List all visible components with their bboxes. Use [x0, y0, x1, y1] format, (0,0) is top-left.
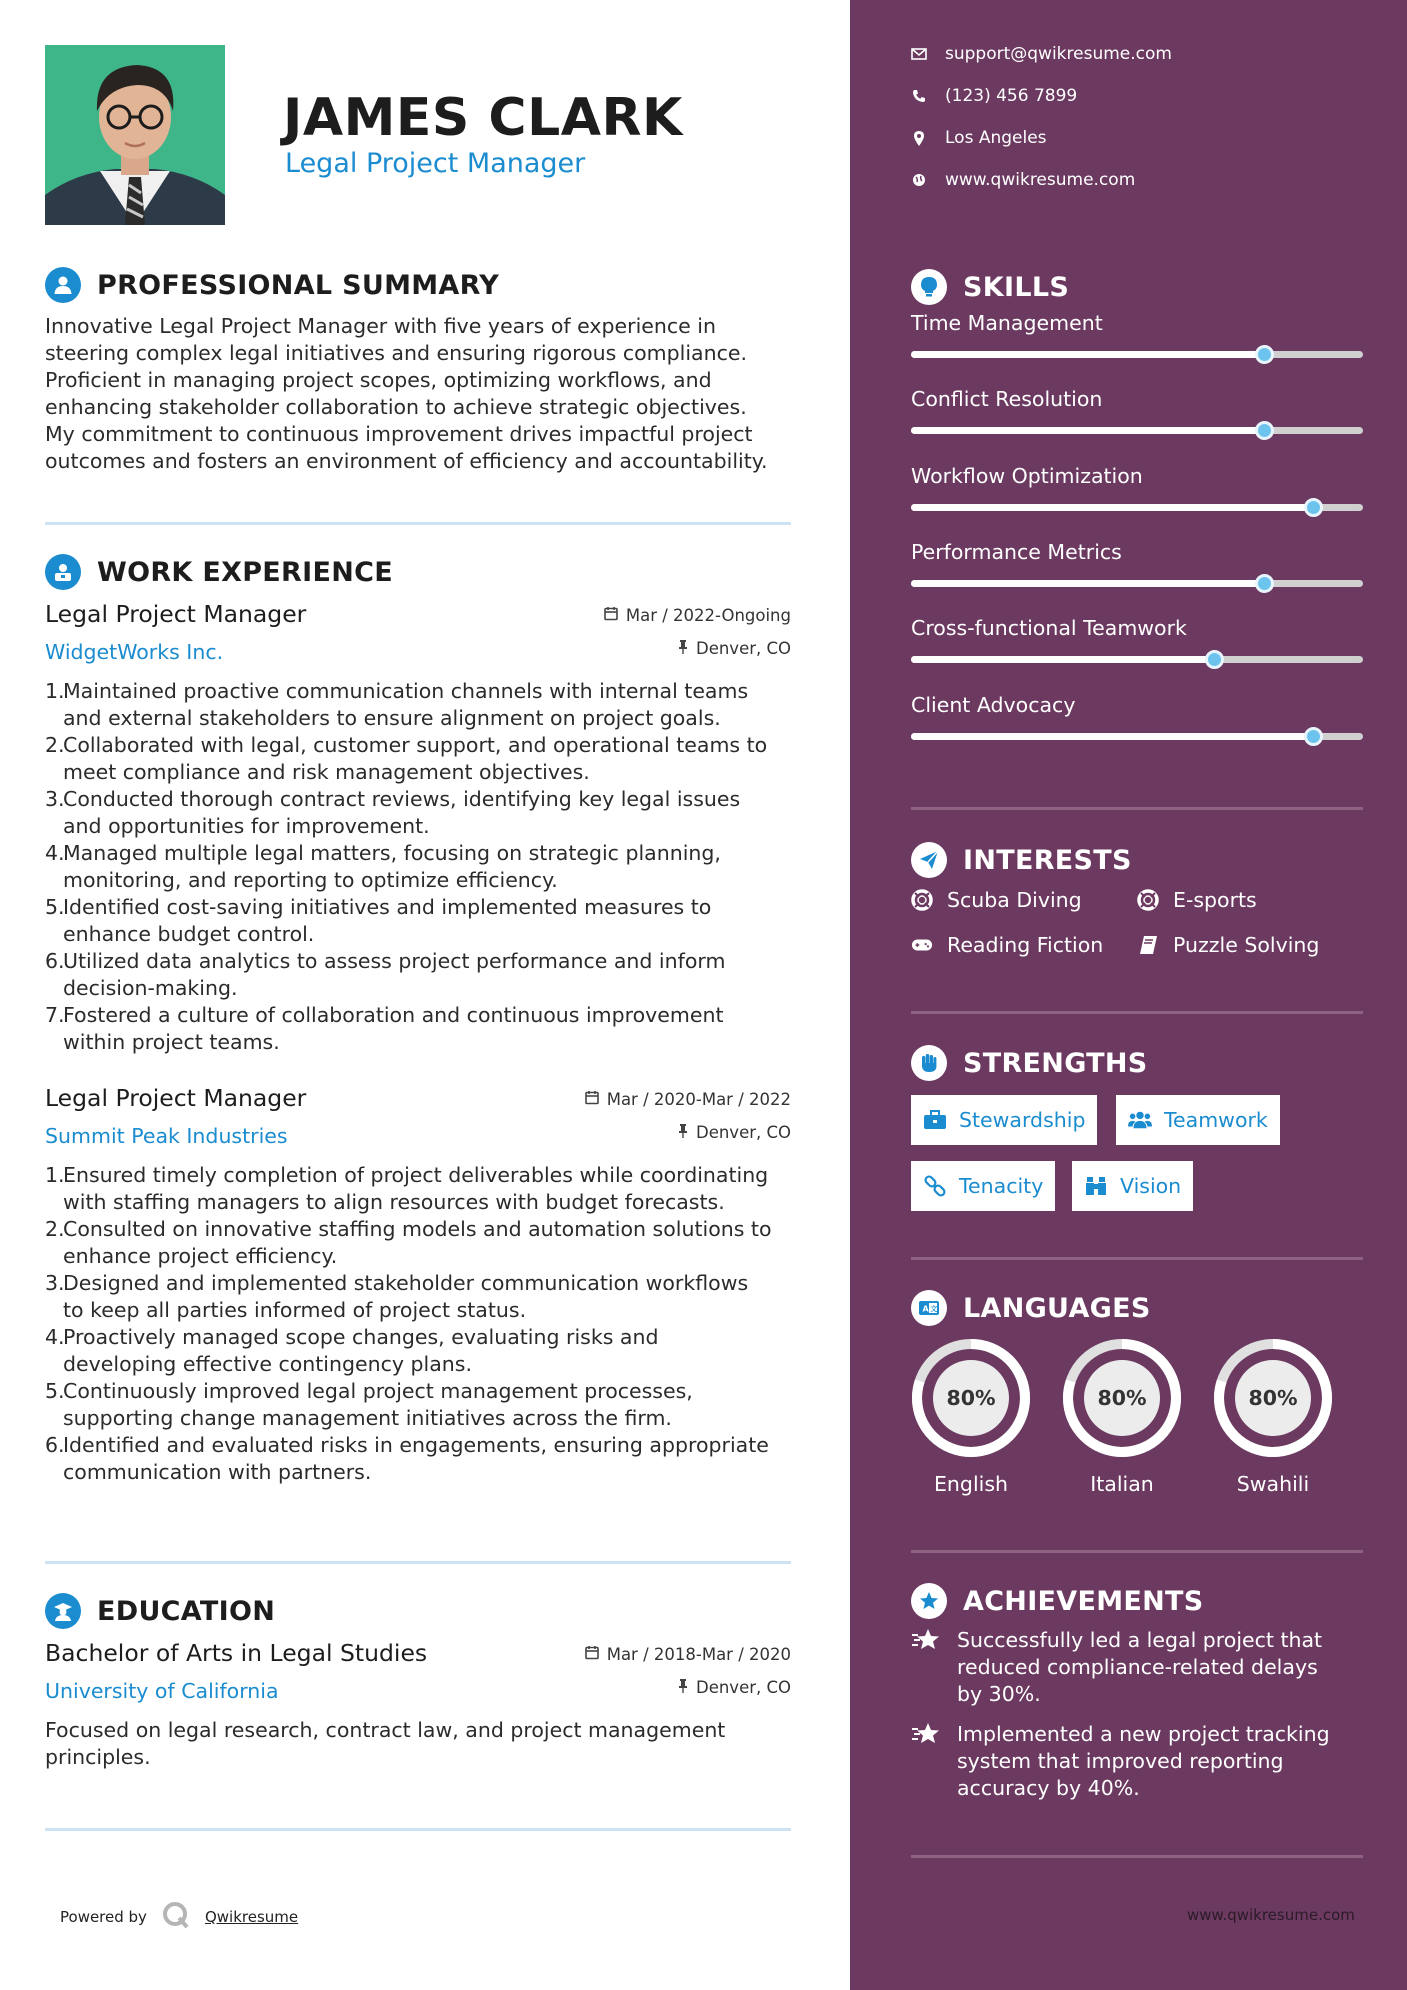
- briefcase-icon: [923, 1109, 947, 1131]
- achievements-header: [911, 1581, 1363, 1621]
- section-divider: [45, 1561, 791, 1564]
- bullet-item: 3. Designed and implemented stakeholder communication workflows to keep all parties informed of project status.: [45, 1271, 749, 1322]
- bullet-item: 5. Continuously improved legal project management processes, supporting change management initiatives across the firm.: [45, 1379, 693, 1430]
- languages-header: [911, 1288, 1363, 1328]
- education-location-text: Denver, CO: [695, 1678, 791, 1697]
- achievement-item: [911, 1627, 1363, 1708]
- skill-fill: [911, 580, 1264, 587]
- powered-by: [60, 1900, 298, 1934]
- skill-fill: [911, 427, 1264, 434]
- language-percent: 80%: [1248, 1386, 1298, 1410]
- achievement-text: Implemented a new project tracking system that improved reporting accuracy by 40%.: [957, 1722, 1330, 1800]
- footer-website[interactable]: www.qwikresume.com: [1187, 1906, 1355, 1924]
- bullet-item: 6. Utilized data analytics to assess project performance and inform decision-making.: [45, 949, 726, 1000]
- graduate-icon: [45, 1593, 81, 1629]
- achievement-text: Successfully led a legal project that reduced compliance-related delays by 30%.: [957, 1628, 1323, 1706]
- skill-track: [911, 504, 1363, 511]
- job-header: [45, 1084, 791, 1158]
- education-header-row: [45, 1639, 791, 1713]
- skill-track: [911, 580, 1363, 587]
- education-date-text: Mar / 2018-Mar / 2020: [606, 1645, 791, 1664]
- strengths-header: [911, 1043, 1363, 1083]
- globe-icon: [911, 172, 927, 188]
- languages-section: [911, 1288, 1363, 1328]
- skill-name: Cross-functional Teamwork: [911, 616, 1187, 640]
- experience-section: [45, 552, 791, 1486]
- interests-title: INTERESTS: [963, 844, 1132, 876]
- skill-knob: [1255, 345, 1274, 364]
- envelope-icon: [911, 46, 927, 62]
- language-percent: 80%: [1097, 1386, 1147, 1410]
- job-title: Legal Project Manager: [45, 600, 307, 628]
- profile-photo: [45, 45, 225, 225]
- languages-title: LANGUAGES: [963, 1292, 1151, 1324]
- job-bullets: [45, 678, 791, 1056]
- users-icon: [1128, 1109, 1152, 1131]
- lightbulb-icon: [911, 269, 947, 305]
- calendar-icon: [604, 606, 618, 625]
- qwikresume-link[interactable]: Qwikresume: [204, 1908, 299, 1926]
- education-section: [45, 1591, 791, 1771]
- skill-item: [911, 540, 1363, 600]
- section-divider: [45, 522, 791, 525]
- summary-header: [45, 265, 791, 305]
- link-icon: [923, 1175, 947, 1197]
- skill-knob: [1304, 727, 1323, 746]
- skill-name: Performance Metrics: [911, 540, 1122, 564]
- summary-line: outcomes and fosters an environment of efficiency and accountability.: [45, 449, 768, 473]
- skill-track: [911, 427, 1363, 434]
- skill-track: [911, 656, 1363, 663]
- language-name: Swahili: [1236, 1472, 1310, 1496]
- skills-title: SKILLS: [963, 271, 1070, 303]
- contact-email[interactable]: support@qwikresume.com: [911, 44, 1172, 64]
- bullet-item: 4. Proactively managed scope changes, evaluating risks and developing effective contingency plans.: [45, 1325, 659, 1376]
- svg-text:A: A: [922, 1304, 929, 1314]
- candidate-role: Legal Project Manager: [285, 148, 586, 179]
- job-date-text: Mar / 2022-Ongoing: [625, 606, 791, 625]
- bullet-item: 2. Consulted on innovative staffing models and automation solutions to enhance project efficiency.: [45, 1217, 772, 1268]
- star-badge-icon: [911, 1583, 947, 1619]
- skill-fill: [911, 733, 1313, 740]
- pin-icon: [678, 1123, 688, 1142]
- strengths-section: [911, 1043, 1363, 1083]
- skills-list: [911, 311, 1363, 751]
- job-location: [678, 639, 791, 658]
- skills-section: [911, 267, 1363, 751]
- star-icon: [911, 1721, 941, 1749]
- job-header: [45, 600, 791, 674]
- experience-title: WORK EXPERIENCE: [97, 556, 393, 588]
- user-icon: [45, 267, 81, 303]
- bullet-item: 3. Conducted thorough contract reviews, identifying key legal issues and opportunities for improvement.: [45, 787, 741, 838]
- interest-item: Reading Fiction: [911, 933, 1103, 957]
- skill-track: [911, 351, 1363, 358]
- pin-icon: [678, 639, 688, 658]
- skill-item: [911, 311, 1363, 371]
- skill-fill: [911, 504, 1313, 511]
- fist-icon: [911, 1045, 947, 1081]
- svg-text:文: 文: [930, 1305, 938, 1313]
- strengths-title: STRENGTHS: [963, 1047, 1148, 1079]
- job-location-text: Denver, CO: [695, 639, 791, 658]
- section-divider: [45, 1828, 791, 1831]
- interest-item: E-sports: [1137, 888, 1257, 912]
- calendar-icon: [585, 1090, 599, 1109]
- sidebar-divider: [911, 1855, 1363, 1858]
- contact-phone[interactable]: (123) 456 7899: [911, 86, 1077, 106]
- summary-section: [45, 265, 791, 475]
- skill-knob: [1205, 650, 1224, 669]
- language-name: Italian: [1090, 1472, 1154, 1496]
- calendar-icon: [585, 1645, 599, 1664]
- gamepad-icon: [911, 934, 933, 956]
- degree-title: Bachelor of Arts in Legal Studies: [45, 1639, 428, 1667]
- map-marker-icon: [911, 130, 927, 146]
- skill-item: [911, 387, 1363, 447]
- book-icon: [1137, 934, 1159, 956]
- life-ring-icon: [1137, 889, 1159, 911]
- achievements-section: [911, 1581, 1363, 1800]
- summary-line: steering complex legal initiatives and ensuring rigorous compliance.: [45, 341, 747, 365]
- sidebar-divider: [911, 1011, 1363, 1014]
- strength-chip: Teamwork: [1116, 1095, 1280, 1145]
- strength-chip: Vision: [1072, 1161, 1193, 1211]
- bullet-item: 6. Identified and evaluated risks in engagements, ensuring appropriate communication with partners.: [45, 1433, 769, 1484]
- bullet-item: 7. Fostered a culture of collaboration and continuous improvement within project teams.: [45, 1003, 724, 1054]
- bullet-item: 4. Managed multiple legal matters, focusing on strategic planning, monitoring, and reporting to optimize efficiency.: [45, 841, 721, 892]
- language-item: [1211, 1336, 1335, 1496]
- candidate-name: JAMES CLARK: [283, 88, 683, 148]
- summary-line: enhancing stakeholder collaboration to achieve strategic objectives.: [45, 395, 747, 419]
- job-company: Summit Peak Industries: [45, 1124, 288, 1148]
- language-name: English: [933, 1472, 1009, 1496]
- sidebar-divider: [911, 807, 1363, 810]
- language-item: [1060, 1336, 1184, 1496]
- education-header: [45, 1591, 791, 1631]
- star-icon: [911, 1627, 941, 1655]
- skill-name: Workflow Optimization: [911, 464, 1143, 488]
- summary-title: PROFESSIONAL SUMMARY: [97, 269, 500, 301]
- skill-knob: [1304, 498, 1323, 517]
- contact-website[interactable]: www.qwikresume.com: [911, 170, 1135, 190]
- bullet-item: 1. Ensured timely completion of project deliverables while coordinating with staffing managers to align resources with budget forecasts.: [45, 1163, 769, 1214]
- skill-name: Conflict Resolution: [911, 387, 1103, 411]
- job-location: [678, 1123, 791, 1142]
- skill-knob: [1255, 421, 1274, 440]
- education-description: Focused on legal research, contract law, and project management principles.: [45, 1718, 726, 1769]
- summary-line: My commitment to continuous improvement drives impactful project: [45, 422, 753, 446]
- phone-icon: [911, 88, 927, 104]
- skill-fill: [911, 351, 1264, 358]
- briefcase-user-icon: [45, 554, 81, 590]
- paper-plane-icon: [911, 842, 947, 878]
- interest-item: Scuba Diving: [911, 888, 1082, 912]
- interest-item: Puzzle Solving: [1137, 933, 1319, 957]
- interests-section: [911, 840, 1363, 957]
- experience-header: [45, 552, 791, 592]
- job-date: [604, 606, 791, 625]
- job-title: Legal Project Manager: [45, 1084, 307, 1112]
- job-date-text: Mar / 2020-Mar / 2022: [606, 1090, 791, 1109]
- skill-knob: [1255, 574, 1274, 593]
- job-date: [585, 1090, 791, 1109]
- skill-item: [911, 464, 1363, 524]
- education-date: [585, 1645, 791, 1664]
- skill-name: Client Advocacy: [911, 693, 1076, 717]
- education-location: [678, 1678, 791, 1697]
- bullet-item: 2. Collaborated with legal, customer support, and operational teams to meet compliance and risk management objectives.: [45, 733, 768, 784]
- summary-line: Innovative Legal Project Manager with five years of experience in: [45, 314, 716, 338]
- strength-chip: Tenacity: [911, 1161, 1055, 1211]
- powered-by-label: Powered by: [60, 1908, 147, 1926]
- job-company: WidgetWorks Inc.: [45, 640, 224, 664]
- skill-item: [911, 693, 1363, 753]
- interests-header: [911, 840, 1363, 880]
- skill-track: [911, 733, 1363, 740]
- school-name: University of California: [45, 1679, 279, 1703]
- sidebar-divider: [911, 1550, 1363, 1553]
- bullet-item: 5. Identified cost-saving initiatives and implemented measures to enhance budget control.: [45, 895, 712, 946]
- education-title: EDUCATION: [97, 1595, 276, 1627]
- achievement-item: [911, 1721, 1363, 1802]
- sidebar: [850, 0, 1407, 1990]
- translate-icon: [911, 1290, 947, 1326]
- contact-location: Los Angeles: [911, 128, 1047, 148]
- sidebar-divider: [911, 1257, 1363, 1260]
- language-item: [909, 1336, 1033, 1496]
- job-location-text: Denver, CO: [695, 1123, 791, 1142]
- skill-fill: [911, 656, 1214, 663]
- skills-header: [911, 267, 1363, 307]
- binoculars-icon: [1084, 1175, 1108, 1197]
- pin-icon: [678, 1678, 688, 1697]
- skill-name: Time Management: [911, 311, 1103, 335]
- qwikresume-logo-icon: [161, 1900, 191, 1934]
- language-percent: 80%: [946, 1386, 996, 1410]
- bullet-item: 1. Maintained proactive communication channels with internal teams and external stakeholders to ensure alignment on project goals.: [45, 679, 749, 730]
- life-ring-icon: [911, 889, 933, 911]
- skill-item: [911, 616, 1363, 676]
- summary-text: [45, 313, 791, 475]
- job-bullets: [45, 1162, 791, 1486]
- achievements-title: ACHIEVEMENTS: [963, 1585, 1204, 1617]
- strength-chip: Stewardship: [911, 1095, 1097, 1145]
- summary-line: Proficient in managing project scopes, optimizing workflows, and: [45, 368, 712, 392]
